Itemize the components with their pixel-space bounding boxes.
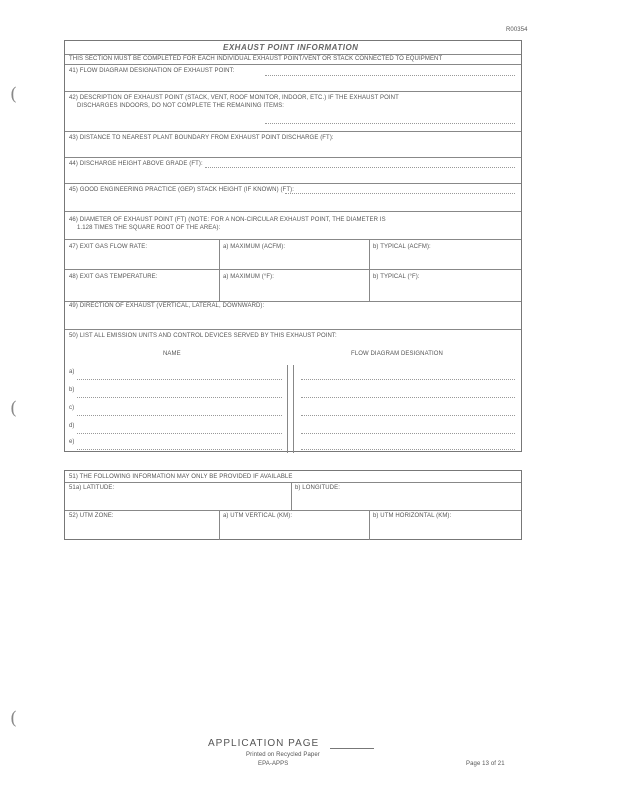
q44-label: 44) DISCHARGE HEIGHT ABOVE GRADE (FT): (69, 161, 203, 167)
section-title: EXHAUST POINT INFORMATION (223, 43, 359, 52)
col-flow-header: FLOW DIAGRAM DESIGNATION (351, 351, 443, 357)
col-name-header: NAME (163, 351, 181, 357)
row-name-field[interactable] (77, 379, 282, 380)
hole-mark-bottom: ( (10, 708, 18, 729)
location-instruction: 51) THE FOLLOWING INFORMATION MAY ONLY BE PROVIDED IF AVAILABLE (69, 474, 293, 480)
row-flow-field[interactable] (301, 449, 515, 450)
q41-field[interactable] (265, 75, 515, 76)
q51a-label: 51a) LATITUDE: (69, 485, 115, 491)
q50-label: 50) LIST ALL EMISSION UNITS AND CONTROL DEVICES SERVED BY THIS EXHAUST POINT: (69, 333, 337, 339)
q46-label-line1: 46) DIAMETER OF EXHAUST POINT (FT) (NOTE: FOR A NON-CIRCULAR EXHAUST POINT, THE DIAMETER IS (69, 217, 386, 223)
row-name-field[interactable] (77, 449, 282, 450)
row-label: d) (69, 423, 75, 429)
row-label: c) (69, 405, 75, 411)
row-flow-field[interactable] (301, 379, 515, 380)
q43-label: 43) DISTANCE TO NEAREST PLANT BOUNDARY FROM EXHAUST POINT DISCHARGE (FT): (69, 135, 334, 141)
section-instruction: THIS SECTION MUST BE COMPLETED FOR EACH INDIVIDUAL EXHAUST POINT/VENT OR STACK CONNECTED TO EQUIPMENT (69, 56, 443, 62)
row-flow-field[interactable] (301, 397, 515, 398)
hole-mark-middle: ( (10, 398, 18, 419)
q44-field[interactable] (205, 167, 515, 168)
q48a-label: a) MAXIMUM (°F): (223, 274, 274, 280)
q51b-label: b) LONGITUDE: (295, 485, 340, 491)
q46-label-line2: 1.128 TIMES THE SQUARE ROOT OF THE AREA): (77, 225, 221, 231)
row-label: a) (69, 369, 75, 375)
q42-label-line2: DISCHARGES INDOORS, DO NOT COMPLETE THE REMAINING ITEMS: (77, 103, 285, 109)
page-number: Page 13 of 21 (466, 761, 505, 767)
hole-mark-top: ( (10, 84, 18, 105)
q42-field[interactable] (265, 123, 515, 124)
q49-label: 49) DIRECTION OF EXHAUST (VERTICAL, LATERAL, DOWNWARD): (69, 303, 265, 309)
row-label: b) (69, 387, 75, 393)
q41-label: 41) FLOW DIAGRAM DESIGNATION OF EXHAUST POINT: (69, 68, 235, 74)
q42-label-line1: 42) DESCRIPTION OF EXHAUST POINT (STACK, VENT, ROOF MONITOR, INDOOR, ETC.) IF THE EXHAUST POINT (69, 95, 399, 101)
row-name-field[interactable] (77, 415, 282, 416)
document-code: R00354 (506, 27, 528, 33)
q47-label: 47) EXIT GAS FLOW RATE: (69, 244, 148, 250)
q45-field[interactable] (285, 193, 515, 194)
location-form (64, 470, 522, 540)
q52-label: 52) UTM ZONE: (69, 513, 114, 519)
row-flow-field[interactable] (301, 415, 515, 416)
footer-line1: Printed on Recycled Paper (246, 752, 320, 758)
q52a-label: a) UTM VERTICAL (KM): (223, 513, 293, 519)
q48-label: 48) EXIT GAS TEMPERATURE: (69, 274, 158, 280)
q52b-label: b) UTM HORIZONTAL (KM): (373, 513, 452, 519)
q47a-label: a) MAXIMUM (ACFM): (223, 244, 286, 250)
row-label: e) (69, 439, 75, 445)
footer-title: APPLICATION PAGE (208, 738, 320, 749)
q48b-label: b) TYPICAL (°F): (373, 274, 420, 280)
q45-label: 45) GOOD ENGINEERING PRACTICE (GEP) STACK HEIGHT (IF KNOWN) (FT): (69, 187, 294, 193)
q47b-label: b) TYPICAL (ACFM): (373, 244, 431, 250)
row-name-field[interactable] (77, 397, 282, 398)
row-name-field[interactable] (77, 433, 282, 434)
row-flow-field[interactable] (301, 433, 515, 434)
exhaust-point-form (64, 40, 522, 452)
footer-line2: EPA-APPS (258, 761, 289, 767)
